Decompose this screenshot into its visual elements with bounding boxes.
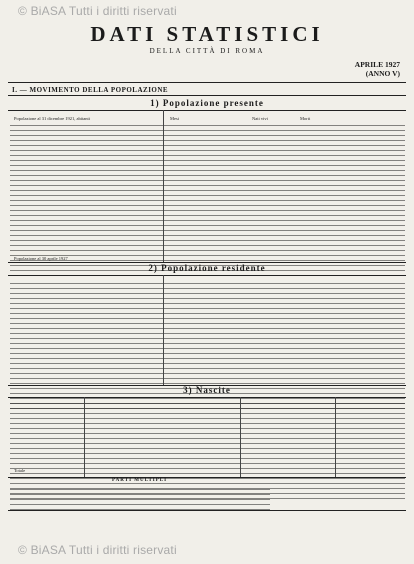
table-cell: Mesi xyxy=(170,116,179,121)
table-cell: Popolazione al 31 dicembre 1921, abitanti xyxy=(14,116,90,121)
issue-date xyxy=(355,60,400,78)
table-body-presente xyxy=(10,122,405,272)
divider xyxy=(8,275,406,276)
divider xyxy=(8,397,406,398)
issue-month: APRILE 1927 xyxy=(354,60,400,69)
column-rule xyxy=(163,110,164,262)
issue-year: (ANNO V) xyxy=(365,69,400,78)
column-rule xyxy=(335,397,336,477)
section-title: I. — MOVIMENTO DELLA POPOLAZIONE xyxy=(12,86,169,94)
parti-multipli-heading: PARTI MULTIPLI xyxy=(112,478,168,483)
divider xyxy=(8,110,406,111)
table-heading-presente: 1) Popolazione presente xyxy=(150,98,264,108)
divider xyxy=(8,82,406,83)
table-cell: Popolazione al 30 aprile 1927 xyxy=(14,256,68,261)
watermark-top: © BiASA Tutti i diritti riservati xyxy=(18,4,177,18)
column-rule xyxy=(84,397,85,477)
table-cell: Nati vivi xyxy=(252,116,268,121)
page-title: DATI STATISTICI xyxy=(90,22,324,46)
table-heading-nascite: 3) Nascite xyxy=(183,385,231,395)
table-heading-residente: 2) Popolazione residente xyxy=(148,263,266,273)
watermark-bottom: © BiASA Tutti i diritti riservati xyxy=(18,543,177,557)
divider xyxy=(8,510,406,511)
divider xyxy=(8,95,406,96)
column-rule xyxy=(240,397,241,477)
divider xyxy=(8,477,406,478)
table-cell: Totale xyxy=(14,468,26,473)
column-rule xyxy=(163,275,164,385)
table-body-nascite xyxy=(10,400,405,500)
table-cell: Morti xyxy=(300,116,311,121)
page-subtitle: DELLA CITTÀ DI ROMA xyxy=(149,47,265,55)
parti-multipli-table xyxy=(10,486,270,511)
